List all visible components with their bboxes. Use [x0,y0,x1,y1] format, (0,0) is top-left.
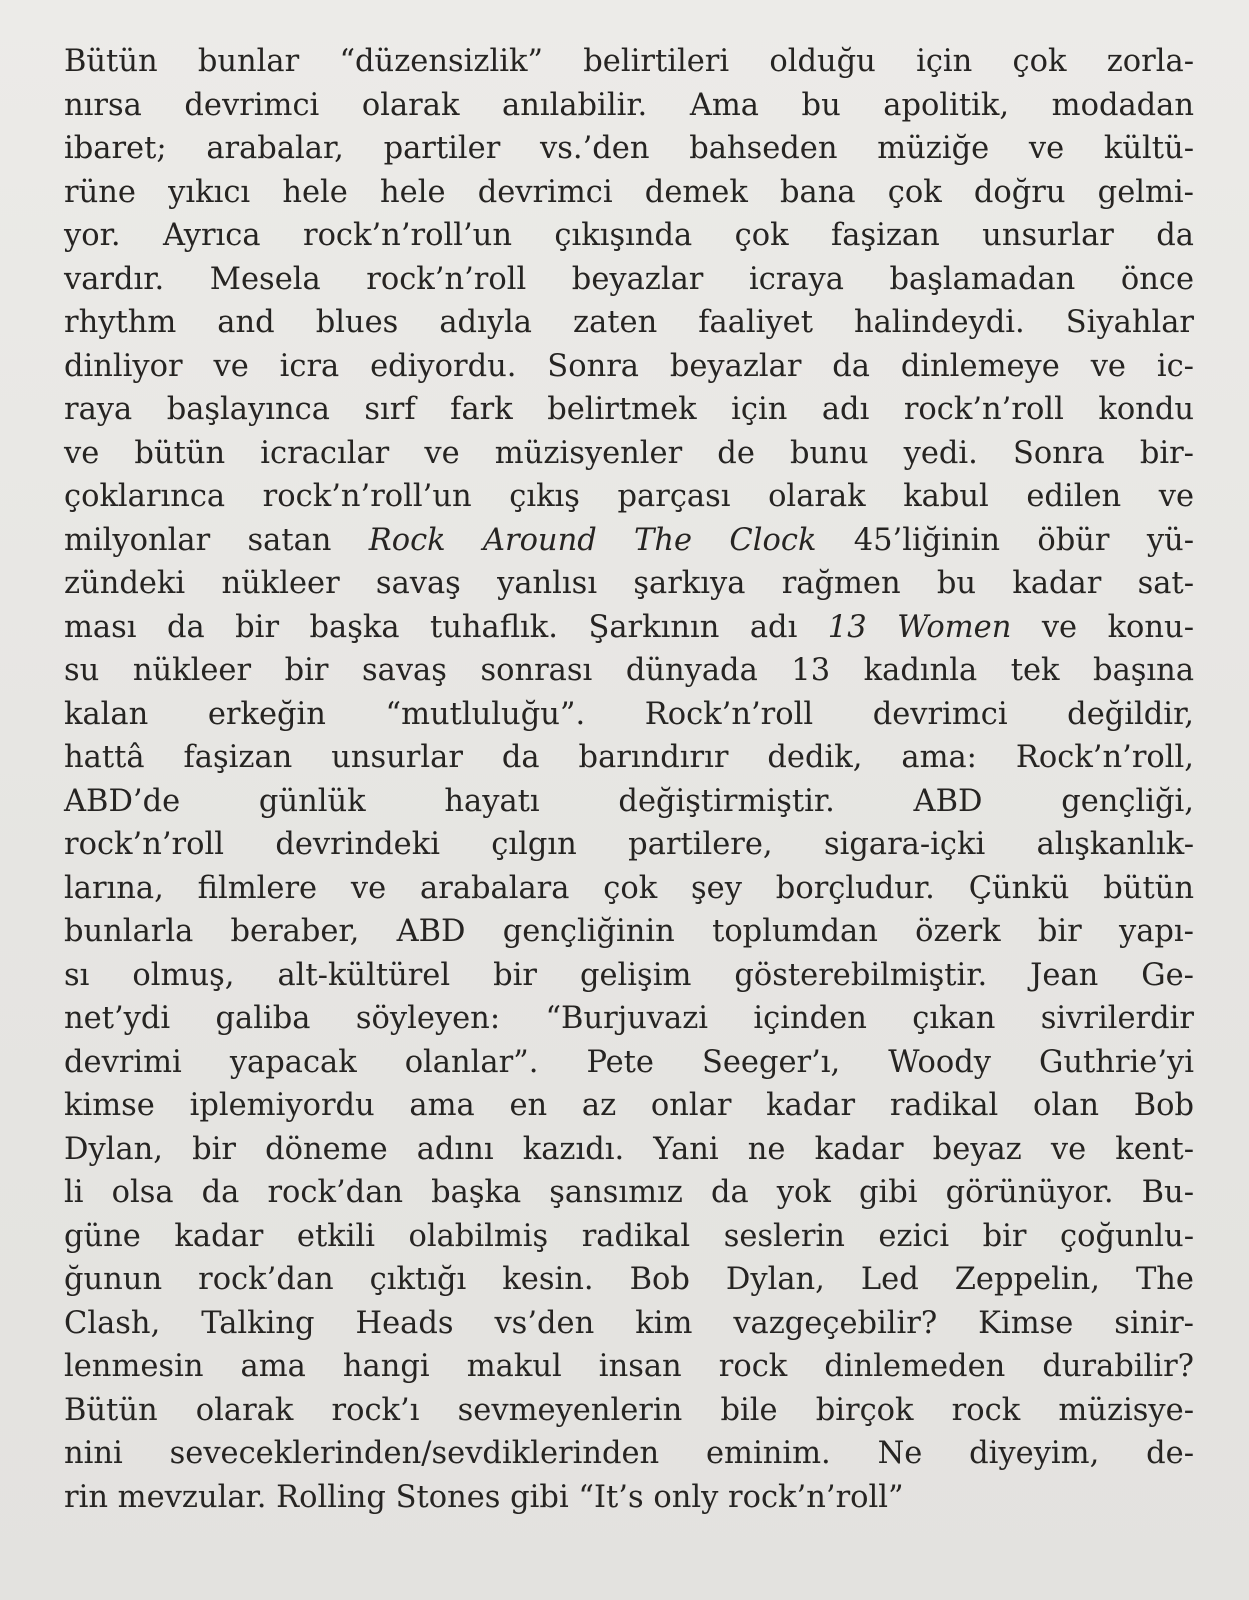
text-line: ABD’de günlük hayatı değiştirmiştir. ABD gençliği, [64,783,1194,819]
text-fragment: ve konu- [1011,609,1195,645]
text-line: ğunun rock’dan çıktığı kesin. Bob Dylan, Led Zeppelin, The [64,1262,1194,1297]
text-line: larına, filmlere ve arabalara çok şey borçludur. Çünkü bütün [64,870,1194,906]
text-line: vardır. Mesela rock’n’roll beyazlar icraya başlamadan önce [64,261,1194,297]
text-line: Bütün bunlar “düzensizlik” belirtileri olduğu için çok zorla- [64,44,1194,79]
text-line: lenmesin ama hangi makul insan rock dinlemeden durabilir? [64,1349,1194,1384]
text-line: kimse iplemiyordu ama en az onlar kadar radikal olan Bob [64,1088,1194,1123]
text-line: devrimi yapacak olanlar”. Pete Seeger’ı, Woody Guthrie’yi [64,1044,1194,1080]
text-line: ibaret; arabalar, partiler vs.’den bahseden müziğe ve kültü- [64,131,1194,166]
text-line: nini seveceklerinden/sevdiklerinden eminim. Ne diyeyim, de- [64,1436,1194,1471]
text-line: sı olmuş, alt-kültürel bir gelişim gösterebilmiştir. Jean Ge- [64,957,1194,993]
text-line: nırsa devrimci olarak anılabilir. Ama bu apolitik, modadan [64,87,1194,123]
text-line: bunlarla beraber, ABD gençliğinin toplumdan özerk bir yapı- [64,914,1194,949]
text-line: yor. Ayrıca rock’n’roll’un çıkışında çok faşizan unsurlar da [64,218,1194,253]
text-line [64,606,1194,650]
text-line: rock’n’roll devrindeki çılgın partilere, sigara-içki alışkanlık- [64,827,1194,862]
text-fragment: ması da bir başka tuhaflık. Şarkının adı [64,609,828,645]
text-line: li olsa da rock’dan başka şansımız da yok gibi görünüyor. Bu- [64,1175,1194,1210]
text-line: raya başlayınca sırf fark belirtmek için adı rock’n’roll kondu [64,392,1194,427]
text-line: hattâ faşizan unsurlar da barındırır dedik, ama: Rock’n’roll, [64,740,1194,775]
text-line: kalan erkeğin “mutluluğu”. Rock’n’roll devrimci değildir, [64,696,1194,732]
text-line: rüne yıkıcı hele hele devrimci demek bana çok doğru gelmi- [64,174,1194,210]
text-line: su nükleer bir savaş sonrası dünyada 13 kadınla tek başına [64,653,1194,688]
text-line: çoklarınca rock’n’roll’un çıkış parçası olarak kabul edilen ve [64,479,1194,514]
text-line: zündeki nükleer savaş yanlısı şarkıya rağmen bu kadar sat- [64,566,1194,601]
text-line: dinliyor ve icra ediyordu. Sonra beyazlar da dinlemeye ve ic- [64,348,1194,384]
text-fragment: milyonlar satan [64,522,369,558]
text-line: Bütün olarak rock’ı sevmeyenlerin bile birçok rock müzisye- [64,1392,1194,1428]
text-line-last: rin mevzular. Rolling Stones gibi “It’s only rock’n’roll” [64,1479,904,1515]
text-line: güne kadar etkili olabilmiş radikal seslerin ezici bir çoğunlu- [64,1218,1194,1254]
song-title-italic: Rock Around The Clock [368,522,817,558]
text-line: net’ydi galiba söyleyen: “Burjuvazi içinden çıkan sivrilerdir [64,1001,1194,1036]
text-line: rhythm and blues adıyla zaten faaliyet halindeydi. Siyahlar [64,305,1194,340]
song-title-italic: 13 Women [827,609,1012,645]
text-fragment: 45’liğinin öbür yü- [816,522,1194,558]
body-paragraph [64,40,1194,1519]
text-line: ve bütün icracılar ve müzisyenler de bunu yedi. Sonra bir- [64,435,1194,471]
text-line: Clash, Talking Heads vs’den kim vazgeçebilir? Kimse sinir- [64,1305,1194,1341]
text-line [64,519,1194,563]
text-line: Dylan, bir döneme adını kazıdı. Yani ne kadar beyaz ve kent- [64,1131,1194,1167]
